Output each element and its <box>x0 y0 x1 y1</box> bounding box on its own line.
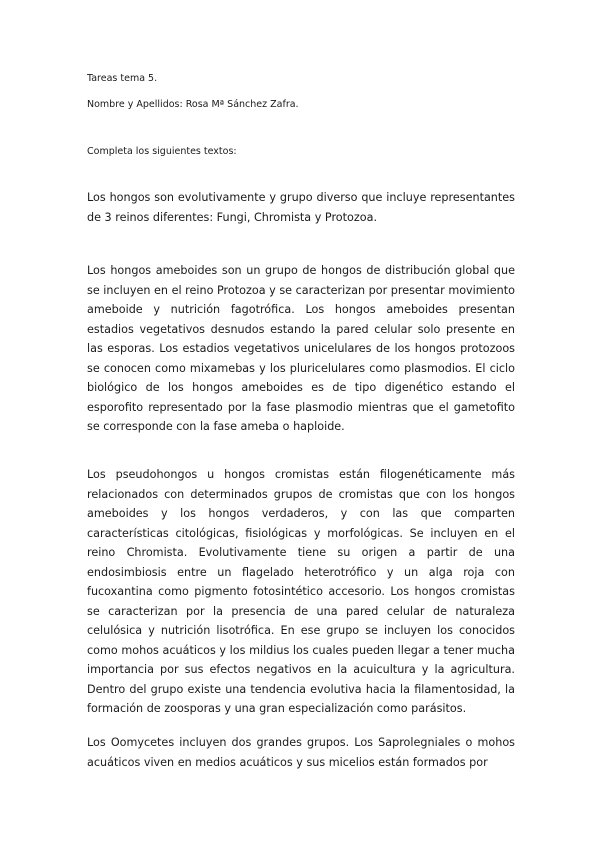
paragraph-intro: Los hongos son evolutivamente y grupo diverso que incluye representantes de 3 reinos diferentes: Fungi, Chromista y Protozoa. <box>87 191 515 224</box>
student-name-line: Nombre y Apellidos: Rosa Mª Sánchez Zafra. <box>87 99 299 110</box>
paragraph-pseudofungi: Los pseudohongos u hongos cromistas están filogenéticamente más relacionados con determinados grupos de cromistas que con los hongos ameboides y los hongos verdaderos, y con las que comparten características citológicas, fisiológicas y morfológicas. Se incluyen en el reino Chromista. Evolutivamente tiene su origen a partir de una endosimbiosis entre un flagelado heterotrófico y un alga roja con fucoxantina como pigmento fotosintético accesorio. Los hongos cromistas se caracterizan por la presencia de una pared celular de naturaleza celulósica y nutrición lisotrófica. En ese grupo se incluyen los conocidos como mohos acuáticos y los mildius los cuales pueden llegar a tener mucha importancia por sus efectos negativos en la acuicultura y la agricultura. Dentro del grupo existe una tendencia evolutiva hacia la filamentosidad, la formación de zoosporas y una gran especialización como parásitos. <box>87 468 515 715</box>
instruction-text: Completa los siguientes textos: <box>87 146 237 157</box>
document-title: Tareas tema 5. <box>87 73 158 84</box>
paragraph-oomycetes: Los Oomycetes incluyen dos grandes grupos. Los Saprolegniales o mohos acuáticos viven en medios acuáticos y sus micelios están formados por <box>87 736 515 769</box>
paragraph-amoeboid-fungi: Los hongos ameboides son un grupo de hongos de distribución global que se incluyen en el reino Protozoa y se caracterizan por presentar movimiento ameboide y nutrición fagotrófica. Los hongos ameboides presentan estadios vegetativos desnudos estando la pared celular solo presente en las esporas. Los estadios vegetativos unicelulares de los hongos protozoos se conocen como mixamebas y los pluricelulares como plasmodios. El ciclo biológico de los hongos ameboides es de tipo digenético estando el esporofito representado por la fase plasmodio mientras que el gametofito se corresponde con la fase ameba o haploide. <box>87 264 515 433</box>
